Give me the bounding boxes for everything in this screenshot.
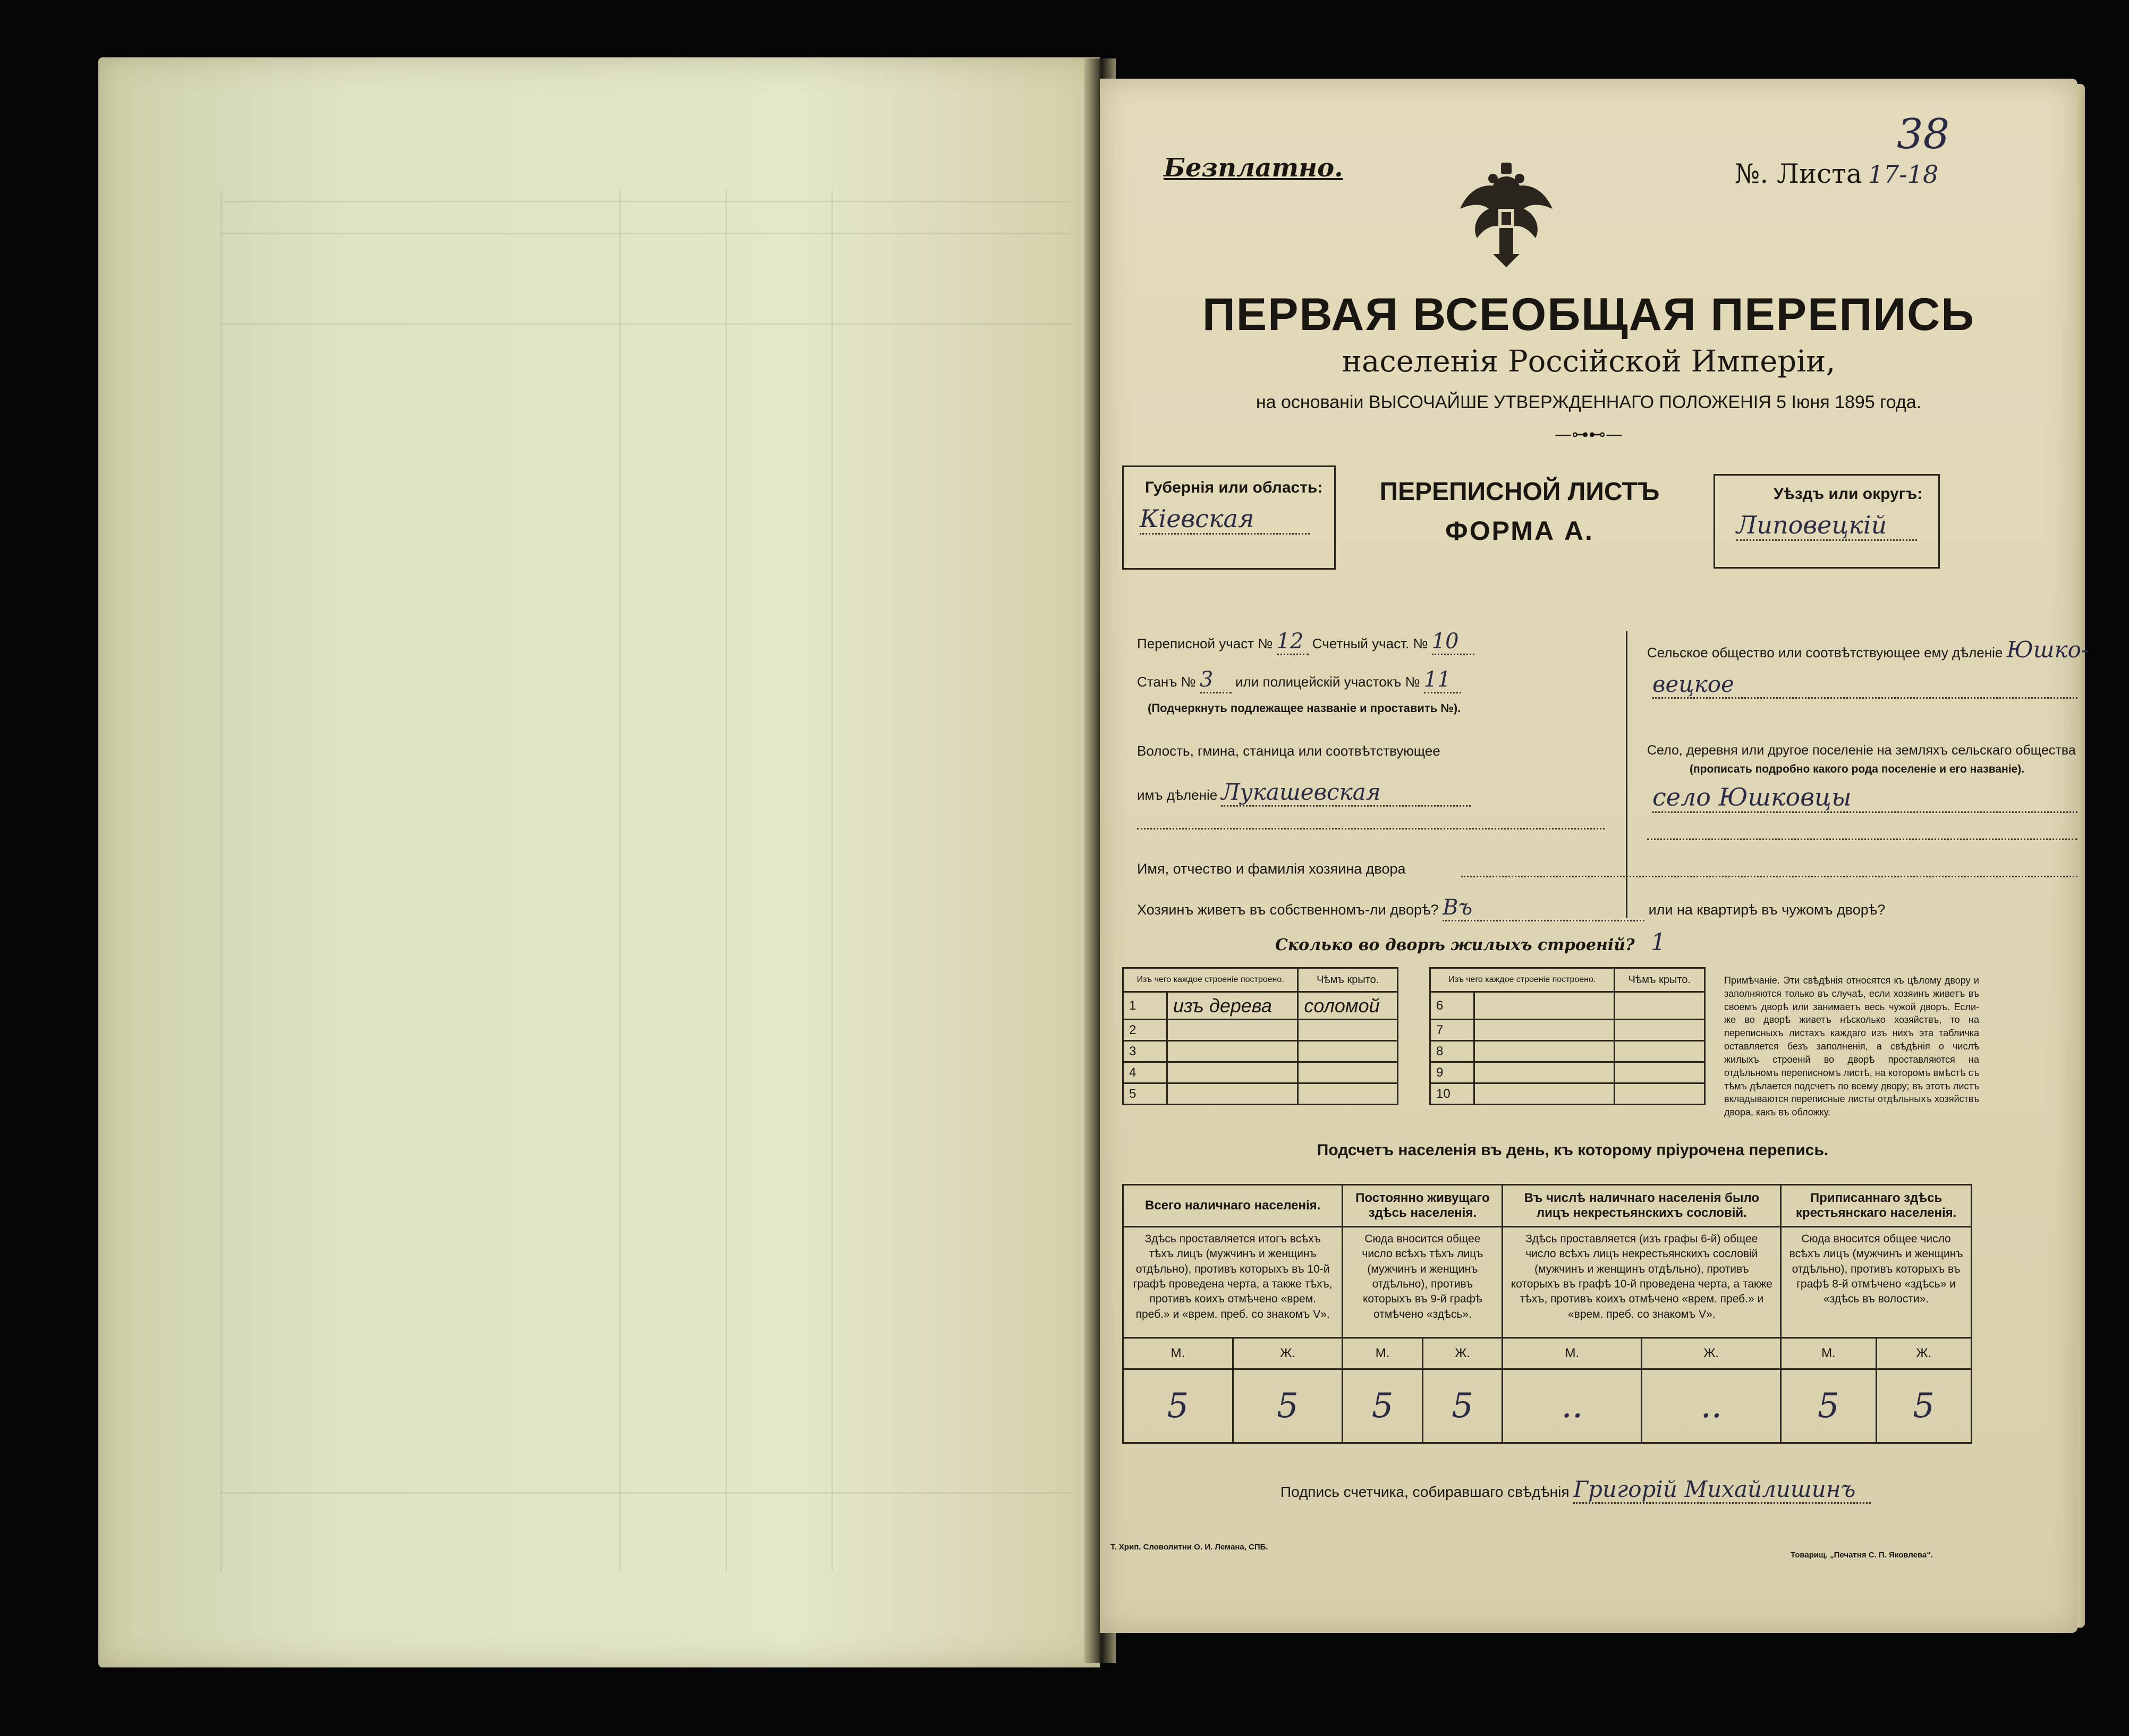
left-blank-page	[98, 57, 1100, 1667]
total-female: 5	[1233, 1369, 1343, 1443]
census-district-field: Переписной участ № 12 Счетный участ. № 10	[1137, 629, 1474, 655]
buildings-note: Примѣчаніе. Эти свѣдѣнія относятся къ цѣлому двору и заполняются только въ случаѣ, если хозяинъ живетъ въ своемъ дворѣ или занимаетъ весь чужой дворъ. Если-же во дворѣ живетъ нѣсколько хозяйствъ, то на переписныхъ листахъ каждаго изъ нихъ эта табличка оставляется безъ заполненія, а свѣдѣнія о числѣ жилыхъ строеній во дворѣ проставляются на отдѣльномъ переписномъ листѣ, на которомъ вмѣстѣ съ тѣмъ дѣлается подсчетъ по всему двору; въ этотъ листъ вкладываются переписные листы отдѣльныхъ хозяйствъ двора, какъ въ обложку.	[1724, 975, 1979, 1118]
uezd-value: Липовецкій	[1736, 511, 1917, 541]
form-title: ПЕРЕПИСНОЙ ЛИСТЪ	[1379, 478, 1660, 506]
signature-field: Подпись счетчика, собиравшаго свѣдѣнія Григорій Михайлишинъ	[1280, 1476, 1871, 1504]
owner-name-label: Имя, отчество и фамилія хозяина двора	[1137, 861, 1406, 877]
nonpeasant-male: ..	[1503, 1369, 1642, 1443]
tally-title: Подсчетъ населенія въ день, къ которому пріурочена перепись.	[1317, 1141, 1829, 1159]
buildings-table-left: Изъ чего каждое строеніе построено. Чѣмъ крыто. 1 изъ дерева соломой 2 3 4 5	[1122, 967, 1398, 1105]
nonpeasant-female: ..	[1642, 1369, 1781, 1443]
signature-value: Григорій Михайлишинъ	[1573, 1476, 1871, 1504]
form-letter: ФОРМА А.	[1445, 516, 1594, 546]
census-title: ПЕРВАЯ ВСЕОБЩАЯ ПЕРЕПИСЬ	[1202, 289, 1975, 340]
village-value: село Юшковцы	[1652, 783, 2077, 813]
volost-field: имъ дѣленіе Лукашевская	[1137, 779, 1471, 807]
stan-field: Станъ № 3 или полицейскій участокъ № 11	[1137, 667, 1461, 693]
own-yard-field: Хозяинъ живетъ въ собственномъ-ли дворѣ? Въ или на квартирѣ въ чужомъ дворѣ?	[1137, 895, 1885, 921]
village-note: (прописать подробно какого рода поселеніе и его названіе).	[1690, 763, 2025, 775]
page-number: 38	[1897, 111, 1950, 158]
underline-note: (Подчеркнуть подлежащее названіе и проставить №).	[1148, 701, 1461, 715]
village-label: Село, деревня или другое поселеніе на земляхъ сельскаго общества	[1647, 743, 2076, 758]
buildings-table-right: Изъ чего каждое строеніе построено. Чѣмъ крыто. 6 7 8 9 10	[1429, 967, 1706, 1105]
society-value-cont: вецкое	[1652, 671, 2077, 699]
resident-female: 5	[1422, 1369, 1503, 1443]
census-subtitle: населенія Россійской Имперіи,	[1342, 344, 1836, 379]
uezd-box: Уѣздъ или округъ: Липовецкій	[1714, 474, 1940, 569]
printer-left: Т. Хрип. Словолитни О. И. Лемана, СПБ.	[1110, 1543, 1268, 1552]
population-tally-table: Всего наличнаго населенія. Постоянно живущаго здѣсь населенія. Въ числѣ наличнаго населенія было лицъ некрестьянскихъ сословій. Приписаннаго здѣсь крестьянскаго населенія. Здѣсь проставляется итогъ всѣхъ тѣхъ лицъ (мужчинъ и женщинъ отдѣльно), противъ которыхъ въ 10-й графѣ проведена черта, а также тѣхъ, противъ коихъ отмѣчено «врем. преб.» и «врем. преб. со знакомъ V». Сюда вносится общее число всѣхъ тѣхъ лицъ (мужчинъ и женщинъ отдѣльно), противъ которыхъ въ 9-й графѣ отмѣчено «здѣсь». Здѣсь проставляется (изъ графы 6-й) общее число всѣхъ лицъ некрестьянскихъ сословій (мужчинъ и женщинъ отдѣльно), противъ которыхъ въ графѣ 10-й проведена черта, а также тѣхъ, противъ коихъ отмѣчено «врем. преб.» и «врем. преб. со знакомъ V». Сюда вносится общее число всѣхъ лицъ (мужчинъ и женщинъ отдѣльно), противъ которыхъ въ графѣ 8-й отмѣчено «здѣсь» и «здѣсь въ волости». М. Ж. М. Ж. М. Ж. М. Ж. 5 5 5 5 .. .. 5 5	[1122, 1184, 1972, 1444]
gubernia-box: Губернія или область: Кіевская	[1122, 465, 1336, 570]
peasant-male: 5	[1781, 1369, 1876, 1443]
free-label: Безплатно.	[1164, 153, 1343, 183]
resident-male: 5	[1343, 1369, 1423, 1443]
volost-value: Лукашевская	[1221, 779, 1471, 807]
printer-right: Товарищ. „Печатня С. П. Яковлева“.	[1791, 1551, 1933, 1560]
buildings-count-field: Сколько во дворѣ жилыхъ строеній? 1	[1275, 929, 1666, 956]
sheet-number: №. Листа 17-18	[1735, 158, 1939, 189]
society-field: Сельское общество или соотвѣтствующее ему дѣленіе Юшко-	[1647, 637, 2089, 663]
census-form-page	[1100, 79, 2089, 1633]
total-male: 5	[1123, 1369, 1233, 1443]
peasant-female: 5	[1876, 1369, 1971, 1443]
gubernia-value: Кіевская	[1140, 504, 1310, 535]
basis-line: на основаніи ВЫСОЧАЙШЕ УТВЕРЖДЕННАГО ПОЛОЖЕНІЯ 5 Іюня 1895 года.	[1256, 392, 1922, 412]
volost-label: Волость, гмина, станица или соотвѣтствующее	[1137, 743, 1440, 759]
ornament-divider: —⊶⊷—	[1555, 424, 1623, 444]
imperial-eagle-emblem	[1456, 158, 1557, 270]
